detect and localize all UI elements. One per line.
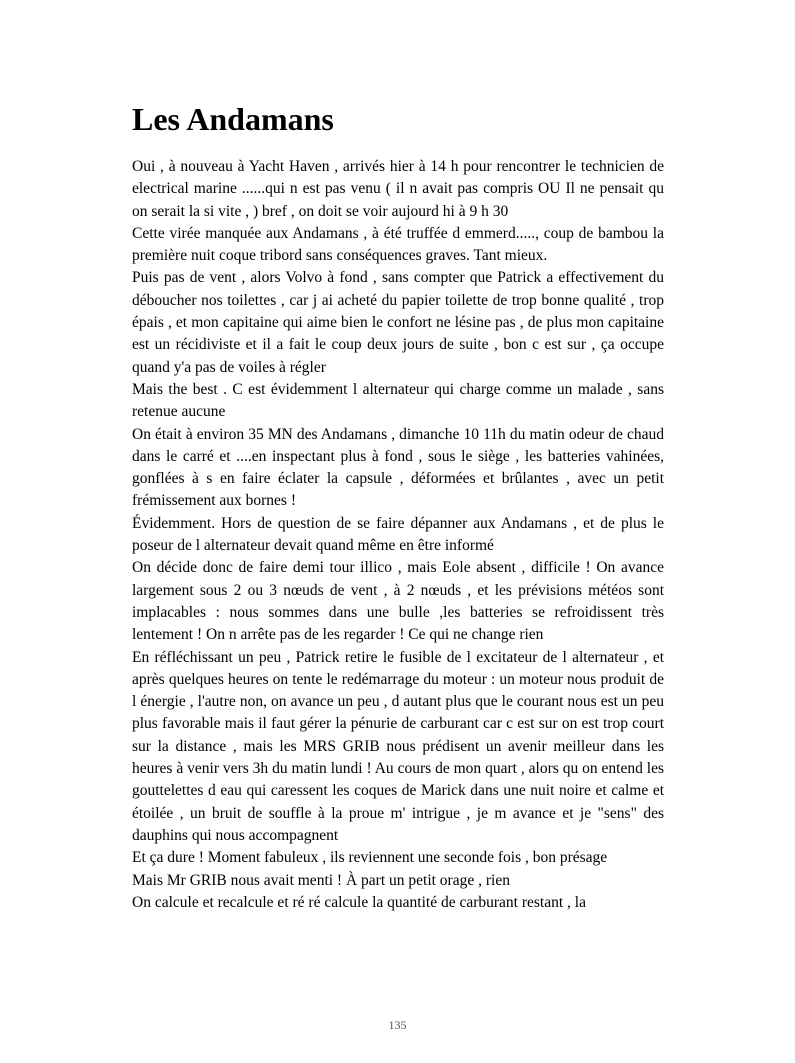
page-number: 135 [388, 1018, 407, 1032]
body-text [132, 156, 664, 914]
paragraph-pas-de-vent: Puis pas de vent , alors Volvo à fond , sans compter que Patrick a effectivement du déboucher nos toilettes , car j ai acheté du papier toilette de trop bonne qualité , trop épais , et mon capitaine qui aime bien le confort ne lésine pas , de plus mon capitaine est un récidiviste et il a fait le coup deux jours de suite , bon c est sur , ça occupe quand y'a pas de voiles à régler [132, 269, 664, 376]
paragraph-yacht-haven: Oui , à nouveau à Yacht Haven , arrivés hier à 14 h pour rencontrer le technicien de electrical marine ......qui n est pas venu ( il n avait pas compris OU Il ne pensait qu on serait la si vite , ) bref , on doit se voir aujourd hi à 9 h 30 [132, 158, 664, 220]
paragraph-alternateur: Mais the best . C est évidemment l alternateur qui charge comme un malade , sans retenue aucune [132, 380, 664, 421]
paragraph-demi-tour: On décide donc de faire demi tour illico , mais Eole absent , difficile ! On avance largement sous 2 ou 3 nœuds de vent , à 2 nœuds , et les prévisions météos sont implacables : nous sommes dans une bulle ,les batteries se refroidissent très lentement ! On n arrête pas de les regarder ! Ce qui ne change rien [132, 559, 664, 644]
paragraph-dauphins: Et ça dure ! Moment fabuleux , ils reviennent une seconde fois , bon présage [132, 849, 608, 867]
paragraph-evidemment: Évidemment. Hors de question de se faire dépanner aux Andamans , et de plus le poseur de l alternateur devait quand même en être informé [132, 514, 664, 555]
paragraph-batteries: On était à environ 35 MN des Andamans , dimanche 10 11h du matin odeur de chaud dans le carré et ....en inspectant plus à fond , sous le siège , les batteries vahinées, gonflées à s en faire éclater la capsule , déformées et brûlantes , avec un petit frémissement aux bornes ! [132, 425, 664, 510]
paragraph-viree-manquee: Cette virée manquée aux Andamans , à été truffée d emmerd....., coup de bambou la première nuit coque tribord sans conséquences graves. Tant mieux. [132, 224, 664, 265]
paragraph-carburant: On calcule et recalcule et ré ré calcule la quantité de carburant restant , la [132, 893, 586, 911]
paragraph-reflechissant: En réfléchissant un peu , Patrick retire le fusible de l excitateur de l alternateur , et après quelques heures on tente le redémarrage du moteur : un moteur nous produit de l énergie , l'autre non, on avance un peu , d autant plus que le courant nous est un peu plus favorable mais il faut gérer la pénurie de carburant car c est sur on est trop court sur la distance , mais les MRS GRIB nous prédisent un avenir meilleur dans les heures à venir vers 3h du matin lundi ! Au cours de mon quart , alors qu on entend les gouttelettes d eau qui caressent les coques de Marick dans une nuit noire et calme et étoilée , un bruit de souffle à la proue m' intrigue , je m avance et je "sens" des dauphins qui nous accompagnent [132, 648, 664, 844]
page-title: Les Andamans [132, 101, 334, 137]
paragraph-mr-grib: Mais Mr GRIB nous avait menti ! À part un petit orage , rien [132, 871, 510, 889]
